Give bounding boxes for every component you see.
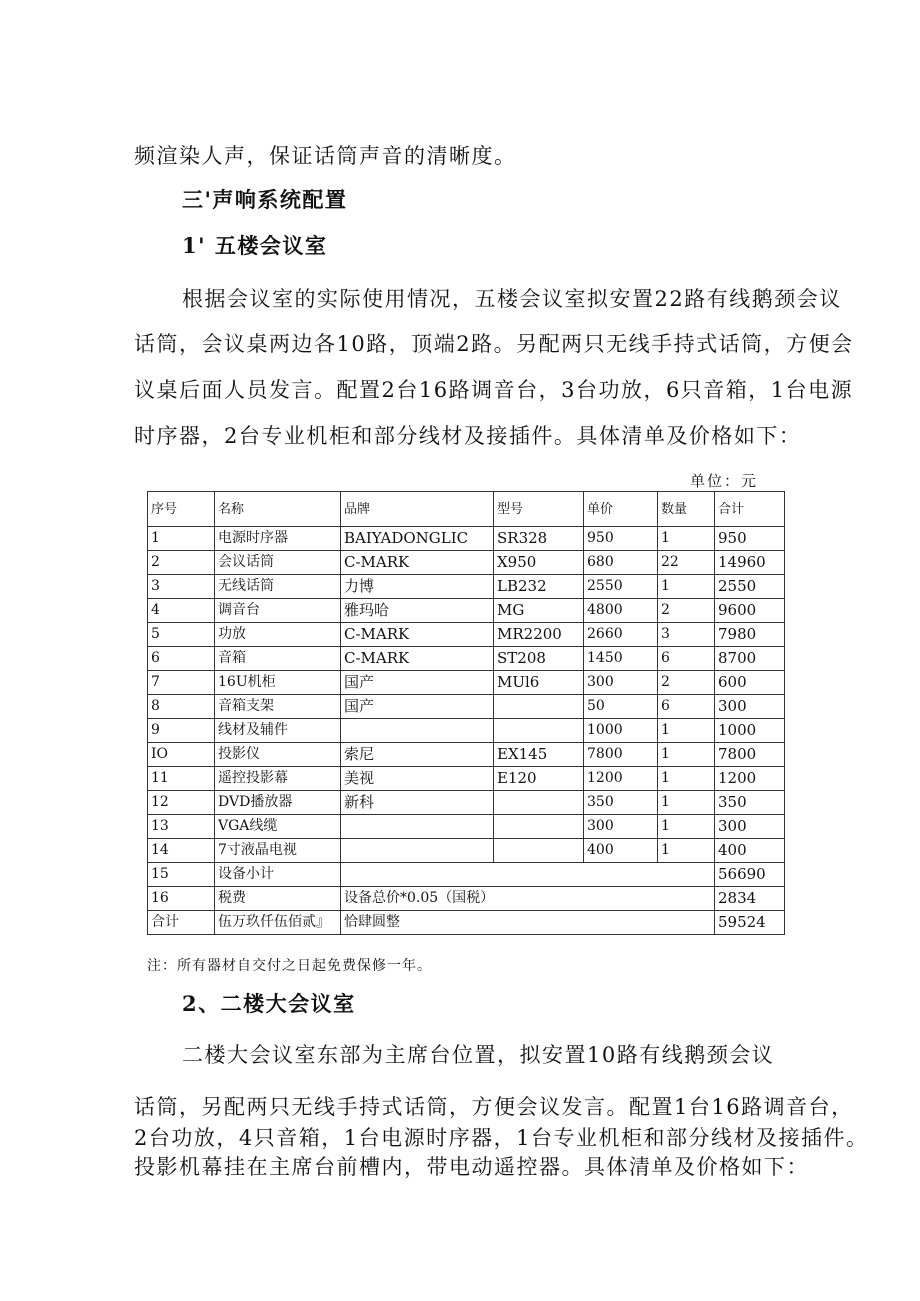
table-cell: 300 <box>715 695 785 719</box>
table-cell: 2 <box>658 671 715 695</box>
table-cell: 300 <box>584 815 658 839</box>
grand-total-row <box>148 911 785 935</box>
table-cell: 7800 <box>715 743 785 767</box>
table-cell <box>341 839 494 863</box>
section-title: 三'声响系统配置 <box>182 187 348 212</box>
table-cell: 950 <box>715 527 785 551</box>
table-cell <box>494 695 584 719</box>
intro-end-line: 频渲染人声，保证话筒声音的清晰度。 <box>134 144 517 168</box>
table-cell: 1 <box>658 791 715 815</box>
table-cell: 伍万玖仟伍佰贰』 <box>215 911 341 935</box>
header-cell: 品牌 <box>341 492 494 527</box>
table-cell: 7980 <box>715 623 785 647</box>
table-cell: 6 <box>658 647 715 671</box>
table-cell: 国产 <box>341 671 494 695</box>
table-cell: 1200 <box>584 767 658 791</box>
table-cell: 音箱支架 <box>215 695 341 719</box>
tax-row <box>148 887 785 911</box>
table-cell: 2 <box>658 599 715 623</box>
table-row <box>148 527 785 551</box>
table-cell: 8 <box>148 695 215 719</box>
table-header-row <box>148 492 785 527</box>
table-cell: 7寸液晶电视 <box>215 839 341 863</box>
subtotal-row <box>148 863 785 887</box>
table-cell: 2550 <box>584 575 658 599</box>
table-cell: 1 <box>658 527 715 551</box>
header-cell: 合计 <box>715 492 785 527</box>
table-cell: E120 <box>494 767 584 791</box>
table-cell: 电源时序器 <box>215 527 341 551</box>
table-cell: BAIYADONGLIC <box>341 527 494 551</box>
sub2-paragraph-line: 话筒，另配两只无线手持式话筒，方便会议发言。配置1台16路调音台， <box>134 1095 854 1119</box>
table-cell: 1200 <box>715 767 785 791</box>
table-cell: IO <box>148 743 215 767</box>
table-cell: MG <box>494 599 584 623</box>
table-cell: 功放 <box>215 623 341 647</box>
table-cell: 力博 <box>341 575 494 599</box>
table-cell: 恰肆圆整 <box>341 911 715 935</box>
table-cell: C-MARK <box>341 623 494 647</box>
header-cell: 序号 <box>148 492 215 527</box>
table-row <box>148 551 785 575</box>
table-cell: 新科 <box>341 791 494 815</box>
table-cell: MR2200 <box>494 623 584 647</box>
table-note: 注：所有器材自交付之日起免费保修一年。 <box>147 958 432 974</box>
table-row <box>148 743 785 767</box>
table-cell: 12 <box>148 791 215 815</box>
table-row <box>148 599 785 623</box>
table-cell: 50 <box>584 695 658 719</box>
table-cell: 2834 <box>715 887 785 911</box>
table-cell: 950 <box>584 527 658 551</box>
table-cell <box>494 839 584 863</box>
table-cell: 16 <box>148 887 215 911</box>
table-cell: 会议话筒 <box>215 551 341 575</box>
table-cell: 7 <box>148 671 215 695</box>
table-cell: 5 <box>148 623 215 647</box>
table-cell: SR328 <box>494 527 584 551</box>
table-cell: VGA线缆 <box>215 815 341 839</box>
subsection-1-title: 1' 五楼会议室 <box>182 233 328 258</box>
table-row <box>148 647 785 671</box>
table-cell: 3 <box>148 575 215 599</box>
table-cell: 1 <box>148 527 215 551</box>
table-cell: 调音台 <box>215 599 341 623</box>
table-row <box>148 815 785 839</box>
table-cell: 税费 <box>215 887 341 911</box>
table-cell: 600 <box>715 671 785 695</box>
equipment-price-table <box>147 491 785 935</box>
table-cell: 线材及辅件 <box>215 719 341 743</box>
table-cell: 350 <box>584 791 658 815</box>
table-cell: 2 <box>148 551 215 575</box>
table-cell: 22 <box>658 551 715 575</box>
table-cell: 投影仪 <box>215 743 341 767</box>
header-cell: 数量 <box>658 492 715 527</box>
table-cell: 国产 <box>341 695 494 719</box>
table-cell: 7800 <box>584 743 658 767</box>
table-cell: 合计 <box>148 911 215 935</box>
table-cell: 14960 <box>715 551 785 575</box>
table-cell: 9600 <box>715 599 785 623</box>
sub1-paragraph-line: 议桌后面人员发言。配置2台16路调音台，3台功放，6只音箱，1台电源 <box>134 378 854 402</box>
unit-label: 单位：元 <box>690 472 759 490</box>
table-cell: LB232 <box>494 575 584 599</box>
table-cell: 2550 <box>715 575 785 599</box>
table-cell: 11 <box>148 767 215 791</box>
sub1-paragraph-line: 话筒，会议桌两边各10路，顶端2路。另配两只无线手持式话筒，方便会 <box>134 332 854 356</box>
table-cell: 8700 <box>715 647 785 671</box>
table-cell: X950 <box>494 551 584 575</box>
table-cell: 4 <box>148 599 215 623</box>
table-cell: 680 <box>584 551 658 575</box>
table-cell: 300 <box>584 671 658 695</box>
table-cell <box>341 863 715 887</box>
table-cell: 400 <box>584 839 658 863</box>
sub2-paragraph-line: 投影机幕挂在主席台前槽内，带电动遥控器。具体清单及价格如下： <box>134 1155 809 1179</box>
table-cell <box>341 719 494 743</box>
table-cell: 美视 <box>341 767 494 791</box>
table-cell: 9 <box>148 719 215 743</box>
table-cell: 2660 <box>584 623 658 647</box>
table-cell <box>494 791 584 815</box>
table-cell: 无线话筒 <box>215 575 341 599</box>
table-row <box>148 695 785 719</box>
table-row <box>148 719 785 743</box>
subsection-2-title: 2、二楼大会议室 <box>182 991 356 1016</box>
table-cell: 雅玛哈 <box>341 599 494 623</box>
table-cell: 16U机柜 <box>215 671 341 695</box>
table-cell: 设备小计 <box>215 863 341 887</box>
table-cell: 遥控投影幕 <box>215 767 341 791</box>
table-cell: EX145 <box>494 743 584 767</box>
table-cell: 设备总价*0.05（国税） <box>341 887 715 911</box>
sub1-paragraph-line: 时序器，2台专业机柜和部分线材及接插件。具体清单及价格如下： <box>134 424 802 448</box>
sub2-paragraph-line: 二楼大会议室东部为主席台位置，拟安置10路有线鹅颈会议 <box>182 1043 775 1067</box>
table-cell: 1000 <box>584 719 658 743</box>
table-cell <box>494 815 584 839</box>
table-cell: 6 <box>658 695 715 719</box>
table-cell: 59524 <box>715 911 785 935</box>
table-cell: 1 <box>658 719 715 743</box>
table-cell: 1450 <box>584 647 658 671</box>
table-cell: 6 <box>148 647 215 671</box>
table-cell: 15 <box>148 863 215 887</box>
table-cell: 13 <box>148 815 215 839</box>
table-cell: C-MARK <box>341 647 494 671</box>
sub1-paragraph-line: 根据会议室的实际使用情况，五楼会议室拟安置22路有线鹅颈会议 <box>182 287 842 311</box>
table-row <box>148 839 785 863</box>
table-cell: ST208 <box>494 647 584 671</box>
table-cell: 1 <box>658 839 715 863</box>
header-cell: 型号 <box>494 492 584 527</box>
table-row <box>148 671 785 695</box>
table-row <box>148 575 785 599</box>
table-cell: 1 <box>658 575 715 599</box>
table-cell: 3 <box>658 623 715 647</box>
table-cell: 400 <box>715 839 785 863</box>
header-cell: 单价 <box>584 492 658 527</box>
table-cell: C-MARK <box>341 551 494 575</box>
table-cell: 350 <box>715 791 785 815</box>
table-cell <box>494 719 584 743</box>
table-cell: 1 <box>658 743 715 767</box>
table-cell: 1000 <box>715 719 785 743</box>
table-cell: 音箱 <box>215 647 341 671</box>
table-cell: 56690 <box>715 863 785 887</box>
table-cell: 4800 <box>584 599 658 623</box>
header-cell: 名称 <box>215 492 341 527</box>
table-row <box>148 791 785 815</box>
table-cell: 300 <box>715 815 785 839</box>
table-row <box>148 767 785 791</box>
table-cell: 1 <box>658 767 715 791</box>
table-cell: 索尼 <box>341 743 494 767</box>
table-cell <box>341 815 494 839</box>
sub2-paragraph-line: 2台功放，4只音箱，1台电源时序器，1台专业机柜和部分线材及接插件。 <box>134 1126 869 1150</box>
table-cell: DVD播放器 <box>215 791 341 815</box>
table-cell: 1 <box>658 815 715 839</box>
table-cell: 14 <box>148 839 215 863</box>
table-cell: MUl6 <box>494 671 584 695</box>
table-row <box>148 623 785 647</box>
